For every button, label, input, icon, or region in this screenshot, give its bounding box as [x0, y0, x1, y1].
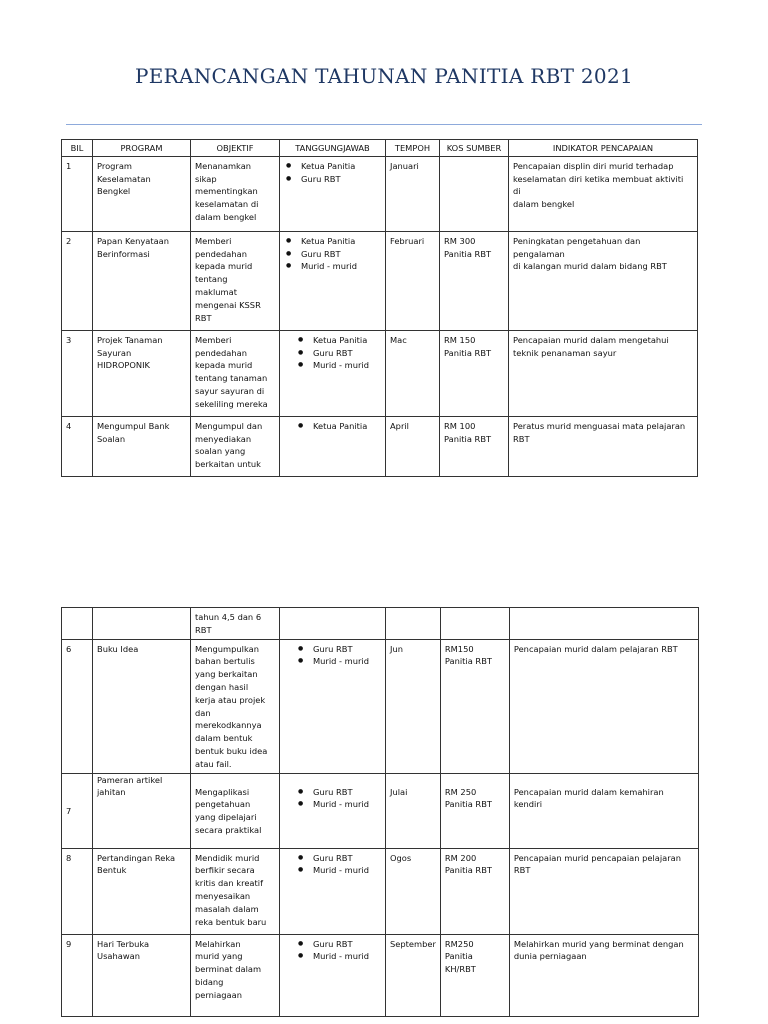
- list-item: ● Guru RBT: [298, 347, 381, 360]
- title-divider: [66, 124, 702, 125]
- header-tanggungjawab: TANGGUNGJAWAB: [280, 140, 386, 157]
- cell-tanggungjawab: [280, 934, 386, 1016]
- responsibility-list: [284, 160, 381, 186]
- cell-tempoh: Mac: [386, 330, 440, 416]
- cell-bil: [62, 773, 93, 848]
- header-kos-sumber: KOS SUMBER: [440, 140, 509, 157]
- cell-bil: 4: [62, 416, 93, 476]
- cell-objektif: Menanamkan sikap mementingkan keselamatan di dalam bengkel: [191, 156, 280, 231]
- list-item: ● Guru RBT: [298, 852, 381, 865]
- header-bil: BIL: [62, 140, 93, 157]
- cell-bil: 1: [62, 156, 93, 231]
- cell-program: Program Keselamatan Bengkel: [93, 156, 191, 231]
- cell-objektif: Memberi pendedahan kepada murid tentang maklumat mengenai KSSR RBT: [191, 231, 280, 330]
- cell-kos: RM 300 Panitia RBT: [440, 231, 509, 330]
- cell-program: Hari Terbuka Usahawan: [93, 934, 191, 1016]
- cell-indikator: Pencapaian displin diri murid terhadap keselamatan diri ketika membuat aktiviti di dalam bengkel: [509, 156, 698, 231]
- cell-kos: RM 100 Panitia RBT: [440, 416, 509, 476]
- cell-kos: [440, 608, 509, 640]
- responsibility-list: [284, 334, 381, 372]
- cell-program: [93, 608, 191, 640]
- responsibility-list: [284, 852, 381, 878]
- list-item: ● Murid - murid: [298, 798, 381, 811]
- plan-table-page-2: [61, 607, 699, 1017]
- responsibility-list: [284, 420, 381, 433]
- list-item: ● Murid - murid: [286, 260, 381, 273]
- cell-indikator: Pencapaian murid pencapaian pelajaran RBT: [509, 848, 698, 934]
- cell-kos: RM150 Panitia RBT: [440, 639, 509, 773]
- table-row: [62, 773, 699, 848]
- list-item: ● Ketua Panitia: [286, 160, 381, 173]
- cell-indikator: Pencapaian murid dalam mengetahui teknik penanaman sayur: [509, 330, 698, 416]
- list-item: ● Guru RBT: [298, 786, 381, 799]
- cell-tempoh: April: [386, 416, 440, 476]
- cell-indikator: Pencapaian murid dalam pelajaran RBT: [509, 639, 698, 773]
- cell-bil: 2: [62, 231, 93, 330]
- list-item: ● Murid - murid: [298, 655, 381, 668]
- document-title: PERANCANGAN TAHUNAN PANITIA RBT 2021: [134, 64, 634, 88]
- cell-tanggungjawab: [280, 773, 386, 848]
- cell-objektif: Memberi pendedahan kepada murid tentang tanaman sayur sayuran di sekeliling mereka: [191, 330, 280, 416]
- table-header-row: [62, 140, 698, 157]
- cell-objektif: Melahirkan murid yang berminat dalam bidang perniagaan: [191, 934, 280, 1016]
- list-item: ● Murid - murid: [298, 359, 381, 372]
- list-item: ● Guru RBT: [298, 643, 381, 656]
- list-item: ● Guru RBT: [298, 938, 381, 951]
- table-row: [62, 231, 698, 330]
- cell-bil: 9: [62, 934, 93, 1016]
- header-tempoh: TEMPOH: [386, 140, 440, 157]
- responsibility-list: [284, 786, 381, 812]
- header-objektif: OBJEKTIF: [191, 140, 280, 157]
- list-item: ● Guru RBT: [286, 173, 381, 186]
- cell-tanggungjawab: [280, 608, 386, 640]
- cell-program: Pameran artikel jahitan: [93, 773, 191, 848]
- cell-program: Pertandingan Reka Bentuk: [93, 848, 191, 934]
- cell-indikator: [509, 608, 698, 640]
- responsibility-list: [284, 938, 381, 964]
- cell-tempoh: Januari: [386, 156, 440, 231]
- cell-tempoh: September: [386, 934, 441, 1016]
- cell-objektif: Mengumpulkan bahan bertulis yang berkaitan dengan hasil kerja atau projek dan merekodkannya dalam bentuk bentuk buku idea atau fail.: [191, 639, 280, 773]
- list-item: ● Ketua Panitia: [298, 420, 381, 433]
- cell-bil: [62, 608, 93, 640]
- cell-bil-value: 7: [66, 805, 72, 816]
- cell-objektif: tahun 4,5 dan 6 RBT: [191, 608, 280, 640]
- cell-objektif: Mendidik murid berfikir secara kritis dan kreatif menyesaikan masalah dalam reka bentuk baru: [191, 848, 280, 934]
- cell-program: Mengumpul Bank Soalan: [93, 416, 191, 476]
- cell-bil: 6: [62, 639, 93, 773]
- table-row: [62, 639, 699, 773]
- cell-tempoh: [386, 608, 441, 640]
- responsibility-list: [284, 235, 381, 273]
- list-item: ● Guru RBT: [286, 248, 381, 261]
- cell-tempoh: Februari: [386, 231, 440, 330]
- cell-tanggungjawab: [280, 639, 386, 773]
- cell-indikator: Pencapaian murid dalam kemahiran kendiri: [509, 773, 698, 848]
- cell-kos: [440, 156, 509, 231]
- plan-table-page-1: [61, 139, 698, 477]
- cell-program: Buku Idea: [93, 639, 191, 773]
- cell-tanggungjawab: [280, 848, 386, 934]
- cell-kos: RM 150 Panitia RBT: [440, 330, 509, 416]
- cell-kos: RM 200 Panitia RBT: [440, 848, 509, 934]
- cell-program: Projek Tanaman Sayuran HIDROPONIK: [93, 330, 191, 416]
- table-row: [62, 156, 698, 231]
- cell-tanggungjawab: [280, 330, 386, 416]
- table-row: [62, 416, 698, 476]
- list-item: ● Murid - murid: [298, 950, 381, 963]
- table-row: [62, 330, 698, 416]
- list-item: ● Murid - murid: [298, 864, 381, 877]
- cell-kos: RM250 Panitia KH/RBT: [440, 934, 509, 1016]
- cell-tempoh: Jun: [386, 639, 441, 773]
- cell-tanggungjawab: [280, 231, 386, 330]
- cell-tempoh: Julai: [386, 773, 441, 848]
- cell-indikator: Peratus murid menguasai mata pelajaran RBT: [509, 416, 698, 476]
- cell-program: Papan Kenyataan Berinformasi: [93, 231, 191, 330]
- table-row: [62, 934, 699, 1016]
- cell-kos: RM 250 Panitia RBT: [440, 773, 509, 848]
- header-program: PROGRAM: [93, 140, 191, 157]
- table-row: [62, 848, 699, 934]
- header-indikator: INDIKATOR PENCAPAIAN: [509, 140, 698, 157]
- cell-tanggungjawab: [280, 156, 386, 231]
- cell-indikator: Melahirkan murid yang berminat dengan dunia perniagaan: [509, 934, 698, 1016]
- cell-tanggungjawab: [280, 416, 386, 476]
- table-row: [62, 608, 699, 640]
- cell-objektif: Mengumpul dan menyediakan soalan yang berkaitan untuk: [191, 416, 280, 476]
- list-item: ● Ketua Panitia: [286, 235, 381, 248]
- cell-indikator: Peningkatan pengetahuan dan pengalaman di kalangan murid dalam bidang RBT: [509, 231, 698, 330]
- responsibility-list: [284, 643, 381, 669]
- cell-bil: 3: [62, 330, 93, 416]
- list-item: ● Ketua Panitia: [298, 334, 381, 347]
- cell-tempoh: Ogos: [386, 848, 441, 934]
- cell-bil: 8: [62, 848, 93, 934]
- cell-objektif: Mengaplikasi pengetahuan yang dipelajari secara praktikal: [191, 773, 280, 848]
